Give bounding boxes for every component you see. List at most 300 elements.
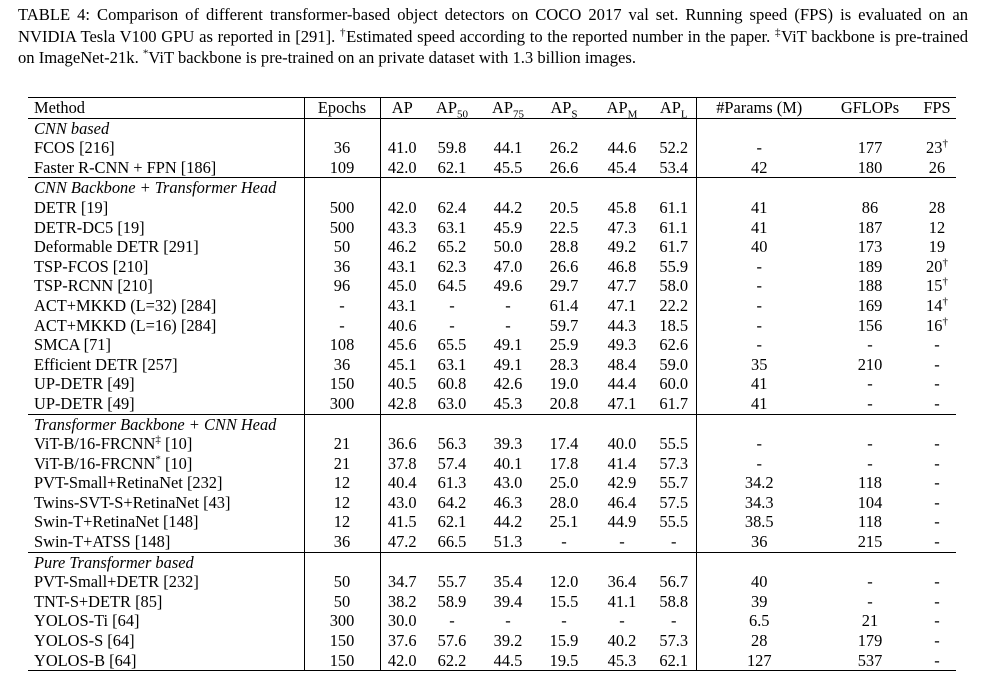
ap-value: 41.5	[387, 512, 417, 532]
gflops-value: 189	[857, 256, 883, 276]
ap50-value: 65.5	[437, 335, 467, 355]
gflops-cell	[822, 257, 918, 277]
group-spacer	[304, 118, 380, 138]
params-cell	[696, 218, 822, 238]
header-ap: AP	[380, 98, 424, 119]
gflops-cell	[822, 631, 918, 651]
params-value: -	[756, 315, 762, 335]
header-apm-label: AP	[606, 98, 628, 117]
fps-cell	[918, 454, 956, 474]
apl-cell	[652, 532, 696, 552]
apm-value: 44.3	[607, 315, 637, 335]
epochs-cell	[304, 611, 380, 631]
header-apm-sub: M	[627, 108, 638, 121]
group-header-row	[28, 414, 956, 434]
ap75-cell	[480, 631, 536, 651]
ap50-value: 66.5	[437, 532, 467, 552]
gflops-value: 180	[857, 157, 883, 177]
aps-value: 59.7	[549, 315, 579, 335]
ap-cell	[380, 473, 424, 493]
params-cell	[696, 592, 822, 612]
method-cell	[28, 158, 304, 178]
method-name: FCOS [216]	[34, 138, 115, 158]
apl-cell	[652, 374, 696, 394]
fps-mark: †	[942, 295, 948, 308]
ap-value: 41.0	[387, 138, 417, 158]
ap75-value: 39.3	[493, 434, 523, 454]
fps-cell	[918, 651, 956, 671]
group-title: Pure Transformer based	[34, 552, 194, 572]
ap75-cell	[480, 218, 536, 238]
ap50-cell	[424, 335, 480, 355]
ap-value: 45.6	[387, 335, 417, 355]
fps-cell	[918, 237, 956, 257]
method-cell	[28, 651, 304, 671]
method-cell	[28, 218, 304, 238]
group-header-row	[28, 178, 956, 198]
gflops-cell	[822, 355, 918, 375]
apl-value: 61.7	[659, 237, 689, 257]
gflops-cell	[822, 572, 918, 592]
ap-value: 40.6	[387, 315, 417, 335]
ap50-value: 62.4	[437, 197, 467, 217]
results-table	[28, 97, 956, 671]
fps-value: -	[934, 434, 940, 454]
fps-mark: †	[942, 315, 948, 328]
ap75-value: 39.2	[493, 631, 523, 651]
table-row	[28, 572, 956, 592]
table-header-row	[28, 98, 956, 119]
fps-value: 20	[926, 256, 943, 276]
header-ap50-sub: 50	[456, 108, 468, 121]
epochs-cell	[304, 198, 380, 218]
header-ap50-label: AP	[436, 98, 457, 117]
group-title: CNN Backbone + Transformer Head	[34, 178, 277, 198]
apl-value: 18.5	[659, 315, 689, 335]
gflops-value: 537	[857, 650, 883, 670]
ap50-value: 62.1	[437, 512, 467, 532]
group-spacer	[380, 118, 696, 138]
table-row	[28, 276, 956, 296]
ap50-cell	[424, 512, 480, 532]
epochs-value: 36	[333, 532, 351, 552]
epochs-value: -	[339, 295, 345, 315]
ap50-cell	[424, 316, 480, 336]
apm-cell	[592, 493, 652, 513]
apm-value: 40.0	[607, 434, 637, 454]
fps-cell	[918, 218, 956, 238]
gflops-value: -	[867, 335, 873, 355]
epochs-cell	[304, 512, 380, 532]
method-name: YOLOS-S [64]	[34, 631, 135, 651]
apm-value: 47.1	[607, 295, 637, 315]
apl-cell	[652, 257, 696, 277]
fps-cell	[918, 296, 956, 316]
header-apl-label: AP	[659, 98, 681, 117]
fps-value: 23	[926, 138, 943, 158]
ap75-value: 46.3	[493, 492, 523, 512]
params-cell	[696, 512, 822, 532]
gflops-value: -	[867, 374, 873, 394]
aps-cell	[536, 335, 592, 355]
epochs-value: 96	[333, 276, 351, 296]
ap-value: 47.2	[387, 532, 417, 552]
gflops-cell	[822, 198, 918, 218]
ap-value: 40.4	[387, 473, 417, 493]
header-apl-sub: L	[680, 108, 688, 121]
ap50-cell	[424, 374, 480, 394]
gflops-cell	[822, 237, 918, 257]
epochs-cell	[304, 631, 380, 651]
ap75-value: 45.9	[493, 217, 523, 237]
epochs-value: 21	[333, 453, 351, 473]
aps-value: -	[561, 611, 567, 631]
method-name: ViT-B/16-FRCNN	[34, 453, 156, 473]
apl-value: 61.7	[659, 393, 689, 413]
ap50-value: 57.6	[437, 631, 467, 651]
ap50-value: 65.2	[437, 237, 467, 257]
apm-cell	[592, 276, 652, 296]
method-name: PVT-Small+DETR [232]	[34, 572, 199, 592]
epochs-cell	[304, 532, 380, 552]
fps-value: 14	[926, 295, 943, 315]
method-mark: ‡	[155, 433, 161, 446]
epochs-cell	[304, 355, 380, 375]
method-name: ViT-B/16-FRCNN	[34, 434, 156, 454]
fps-value: -	[934, 532, 940, 552]
aps-value: -	[561, 532, 567, 552]
method-cell	[28, 473, 304, 493]
gflops-value: 156	[857, 315, 883, 335]
aps-value: 15.9	[549, 631, 579, 651]
epochs-value: 150	[329, 374, 355, 394]
epochs-value: 500	[329, 217, 355, 237]
aps-cell	[536, 198, 592, 218]
gflops-value: 215	[857, 532, 883, 552]
fps-value: -	[934, 492, 940, 512]
apl-cell	[652, 138, 696, 158]
epochs-value: 36	[333, 354, 351, 374]
method-cell	[28, 276, 304, 296]
fps-cell	[918, 473, 956, 493]
fps-cell	[918, 257, 956, 277]
apm-cell	[592, 257, 652, 277]
epochs-cell	[304, 394, 380, 414]
apm-cell	[592, 296, 652, 316]
ap-cell	[380, 434, 424, 454]
method-cell	[28, 631, 304, 651]
ap50-cell	[424, 218, 480, 238]
method-cell	[28, 335, 304, 355]
epochs-value: 300	[329, 611, 355, 631]
ap-value: 43.3	[387, 217, 417, 237]
ap75-value: 35.4	[493, 572, 523, 592]
ap-cell	[380, 276, 424, 296]
apl-cell	[652, 651, 696, 671]
apm-value: 45.4	[607, 157, 637, 177]
apl-cell	[652, 493, 696, 513]
ap-value: 34.7	[387, 572, 417, 592]
aps-value: 12.0	[549, 572, 579, 592]
fps-cell	[918, 631, 956, 651]
ap-value: 42.0	[387, 157, 417, 177]
ap50-cell	[424, 276, 480, 296]
ap50-cell	[424, 394, 480, 414]
gflops-cell	[822, 218, 918, 238]
params-value: -	[756, 295, 762, 315]
method-name: YOLOS-B [64]	[34, 650, 137, 670]
apl-value: 60.0	[659, 374, 689, 394]
table-row	[28, 611, 956, 631]
ap75-cell	[480, 473, 536, 493]
params-value: -	[756, 453, 762, 473]
aps-cell	[536, 257, 592, 277]
caption-ddagger-mark: ‡	[775, 25, 782, 38]
ap75-cell	[480, 355, 536, 375]
gflops-value: -	[867, 393, 873, 413]
fps-cell	[918, 198, 956, 218]
method-cell	[28, 592, 304, 612]
aps-value: 26.6	[549, 157, 579, 177]
ap50-value: 62.3	[437, 256, 467, 276]
aps-value: 22.5	[549, 217, 579, 237]
params-cell	[696, 454, 822, 474]
apl-value: 55.7	[659, 473, 689, 493]
gflops-value: -	[867, 434, 873, 454]
method-cell	[28, 454, 304, 474]
params-value: 35	[751, 354, 768, 374]
fps-cell	[918, 493, 956, 513]
params-cell	[696, 355, 822, 375]
ap75-value: 39.4	[493, 591, 523, 611]
aps-cell	[536, 276, 592, 296]
ap75-cell	[480, 572, 536, 592]
fps-value: -	[934, 591, 940, 611]
gflops-cell	[822, 454, 918, 474]
method-cell	[28, 198, 304, 218]
apl-value: 61.1	[659, 217, 689, 237]
fps-value: -	[934, 650, 940, 670]
apl-cell	[652, 631, 696, 651]
fps-cell	[918, 335, 956, 355]
ap-cell	[380, 631, 424, 651]
fps-cell	[918, 316, 956, 336]
ap50-cell	[424, 611, 480, 631]
gflops-value: -	[867, 572, 873, 592]
ap-cell	[380, 493, 424, 513]
header-gflops: GFLOPs	[840, 98, 900, 117]
apl-value: -	[671, 532, 677, 552]
epochs-value: 150	[329, 631, 355, 651]
params-value: 41	[751, 217, 768, 237]
apl-cell	[652, 473, 696, 493]
epochs-cell	[304, 218, 380, 238]
aps-value: 28.0	[549, 492, 579, 512]
header-fps: FPS	[923, 98, 951, 117]
fps-value: -	[934, 512, 940, 532]
apm-cell	[592, 335, 652, 355]
ap75-cell	[480, 138, 536, 158]
table-row	[28, 138, 956, 158]
header-aps-sub: S	[571, 108, 578, 121]
table-row	[28, 473, 956, 493]
ap75-value: 40.1	[493, 453, 523, 473]
ap-value: 37.6	[387, 631, 417, 651]
gflops-value: 86	[861, 197, 879, 217]
epochs-value: 150	[329, 650, 355, 670]
method-name: PVT-Small+RetinaNet [232]	[34, 473, 223, 493]
ap75-cell	[480, 454, 536, 474]
ap75-value: 44.2	[493, 197, 523, 217]
apl-value: 55.9	[659, 256, 689, 276]
apm-value: 47.7	[607, 276, 637, 296]
table-row	[28, 374, 956, 394]
params-cell	[696, 335, 822, 355]
header-apm	[592, 98, 652, 119]
table-row	[28, 158, 956, 178]
method-name: Swin-T+ATSS [148]	[34, 532, 171, 552]
epochs-cell	[304, 276, 380, 296]
epochs-value: 108	[329, 335, 355, 355]
apl-value: 62.1	[659, 650, 689, 670]
apm-cell	[592, 158, 652, 178]
aps-value: 26.6	[549, 256, 579, 276]
aps-value: 17.8	[549, 453, 579, 473]
ap75-cell	[480, 651, 536, 671]
apl-cell	[652, 158, 696, 178]
ap-cell	[380, 138, 424, 158]
apl-value: 22.2	[659, 295, 689, 315]
apm-cell	[592, 198, 652, 218]
apl-cell	[652, 335, 696, 355]
method-cell	[28, 355, 304, 375]
params-value: 42	[751, 157, 768, 177]
apl-cell	[652, 592, 696, 612]
apm-value: 41.1	[607, 591, 637, 611]
apm-value: 42.9	[607, 473, 637, 493]
epochs-cell	[304, 473, 380, 493]
params-value: -	[756, 276, 762, 296]
ap-cell	[380, 158, 424, 178]
epochs-value: 21	[333, 434, 351, 454]
epochs-value: -	[339, 315, 345, 335]
table-row	[28, 434, 956, 454]
params-cell	[696, 138, 822, 158]
table-caption	[18, 4, 968, 69]
method-ref: [10]	[160, 453, 193, 473]
params-value: 38.5	[744, 512, 774, 532]
fps-value: -	[934, 354, 940, 374]
apl-value: 52.2	[659, 138, 689, 158]
gflops-cell	[822, 473, 918, 493]
method-name: Faster R-CNN + FPN [186]	[34, 157, 217, 177]
group-spacer	[304, 178, 380, 198]
apl-value: 61.1	[659, 197, 689, 217]
aps-value: 17.4	[549, 434, 579, 454]
caption-text: ViT backbone is pre-trained on ImageNet-21k.	[18, 26, 969, 67]
table-row	[28, 592, 956, 612]
group-header-row	[28, 552, 956, 572]
apl-value: 53.4	[659, 157, 689, 177]
apm-cell	[592, 512, 652, 532]
gflops-value: 210	[857, 354, 883, 374]
epochs-value: 50	[333, 572, 351, 592]
method-cell	[28, 257, 304, 277]
params-cell	[696, 611, 822, 631]
method-name: UP-DETR [49]	[34, 374, 135, 394]
fps-mark: †	[942, 256, 948, 269]
apl-value: 55.5	[659, 434, 689, 454]
epochs-cell	[304, 454, 380, 474]
ap75-value: 45.3	[493, 393, 523, 413]
aps-cell	[536, 651, 592, 671]
ap50-value: 62.2	[437, 650, 467, 670]
method-cell	[28, 237, 304, 257]
params-value: 40	[751, 237, 768, 257]
ap-value: 46.2	[387, 237, 417, 257]
gflops-value: 179	[857, 631, 883, 651]
ap-cell	[380, 355, 424, 375]
fps-cell	[918, 374, 956, 394]
table-row	[28, 394, 956, 414]
apm-cell	[592, 592, 652, 612]
method-cell	[28, 611, 304, 631]
aps-value: 19.0	[549, 374, 579, 394]
apl-value: 57.3	[659, 631, 689, 651]
apm-value: 44.4	[607, 374, 637, 394]
header-epochs: Epochs	[304, 98, 380, 119]
gflops-cell	[822, 335, 918, 355]
ap50-cell	[424, 473, 480, 493]
ap75-value: 45.5	[493, 157, 523, 177]
ap75-value: 42.6	[493, 374, 523, 394]
ap75-cell	[480, 374, 536, 394]
aps-cell	[536, 237, 592, 257]
ap50-value: 63.1	[437, 217, 467, 237]
ap50-cell	[424, 454, 480, 474]
ap-value: 37.8	[387, 453, 417, 473]
params-value: -	[756, 434, 762, 454]
fps-value: -	[934, 393, 940, 413]
table-row	[28, 454, 956, 474]
caption-star-mark: *	[142, 47, 149, 60]
apl-value: 57.3	[659, 453, 689, 473]
apl-cell	[652, 454, 696, 474]
params-cell	[696, 276, 822, 296]
params-value: 41	[751, 374, 768, 394]
header-ap75	[480, 98, 536, 119]
epochs-value: 109	[329, 157, 355, 177]
fps-value: -	[934, 631, 940, 651]
aps-cell	[536, 592, 592, 612]
aps-value: 15.5	[549, 591, 579, 611]
method-cell	[28, 394, 304, 414]
method-mark: *	[155, 453, 161, 466]
ap50-value: 63.0	[437, 393, 467, 413]
header-ap50	[424, 98, 480, 119]
apm-value: 49.3	[607, 335, 637, 355]
aps-value: 25.9	[549, 335, 579, 355]
ap-value: 40.5	[387, 374, 417, 394]
ap75-cell	[480, 296, 536, 316]
ap75-value: 51.3	[493, 532, 523, 552]
group-spacer	[380, 414, 696, 434]
table-row	[28, 316, 956, 336]
ap75-value: -	[505, 315, 511, 335]
gflops-cell	[822, 532, 918, 552]
apm-value: -	[619, 611, 625, 631]
apm-cell	[592, 611, 652, 631]
